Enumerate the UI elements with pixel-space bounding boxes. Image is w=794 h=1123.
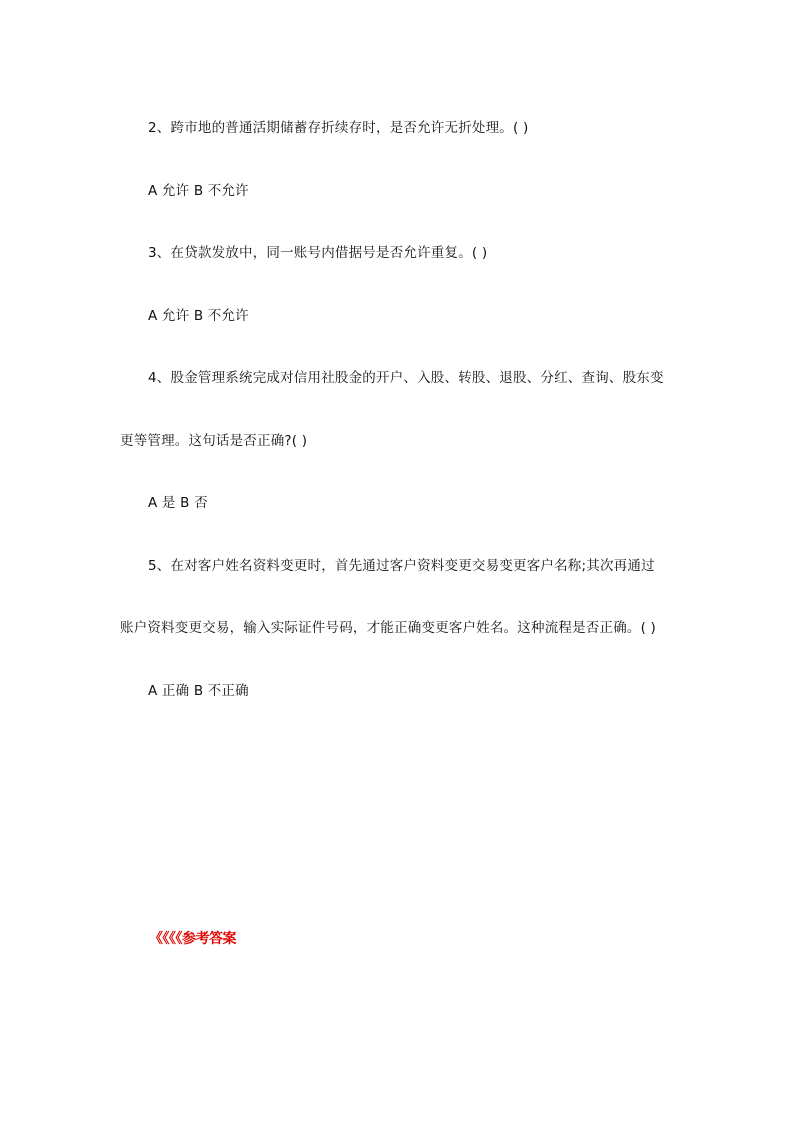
question-3-text: 在贷款发放中，同一账号内借据号是否允许重复。( ) — [170, 245, 488, 261]
reference-label: 参考答案 — [182, 931, 236, 947]
question-5-options: A 正确 B 不正确 — [148, 683, 249, 699]
question-2-text: 跨市地的普通活期储蓄存折续存时，是否允许无折处理。( ) — [170, 120, 529, 136]
question-3-options: A 允许 B 不允许 — [148, 308, 249, 324]
question-4-text: 股金管理系统完成对信用社股金的开户、入股、转股、退股、分红、查询、股东变 — [170, 370, 664, 386]
question-4-continuation: 更等管理。这句话是否正确?( ) — [120, 433, 308, 449]
question-2-number: 2、 — [148, 120, 171, 136]
question-3-number: 3、 — [148, 245, 171, 261]
question-2 — [148, 119, 528, 137]
reference-arrows: 《《《《 — [149, 931, 182, 947]
question-4-options: A 是 B 否 — [148, 495, 208, 511]
question-5 — [148, 557, 655, 575]
question-5-number: 5、 — [148, 558, 171, 574]
reference-answer-heading — [149, 930, 236, 948]
question-2-options: A 允许 B 不允许 — [148, 183, 249, 199]
question-3 — [148, 244, 487, 262]
question-5-text: 在对客户姓名资料变更时，首先通过客户资料变更交易变更客户名称;其次再通过 — [170, 558, 655, 574]
question-4-number: 4、 — [148, 370, 171, 386]
question-5-continuation: 账户资料变更交易，输入实际证件号码，才能正确变更客户姓名。这种流程是否正确。( ) — [120, 620, 657, 636]
question-4 — [148, 369, 664, 387]
